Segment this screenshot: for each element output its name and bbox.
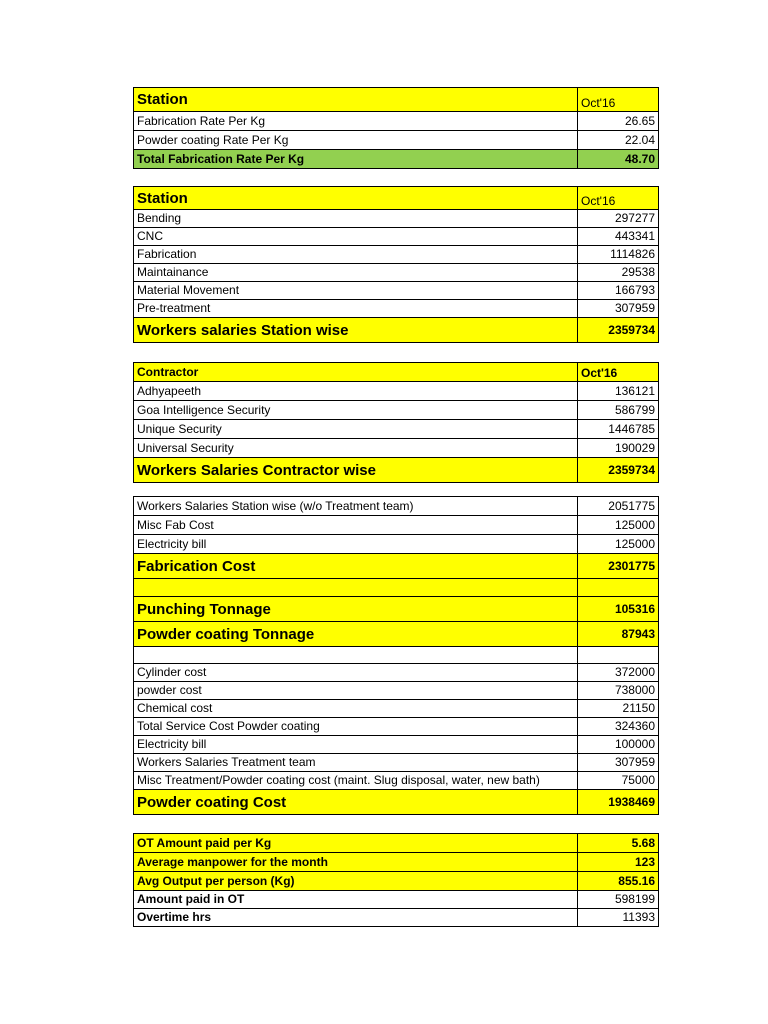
header-period: Oct'16 [578,88,659,112]
table-row [134,131,659,150]
table-row [134,834,659,853]
fabrication-cost-label: Fabrication Cost [134,554,578,579]
row-value: 297277 [578,210,659,228]
powder-cost-row [134,790,659,815]
table-row [134,736,659,754]
powder-cost-label: Powder coating Cost [134,790,578,815]
row-value: 190029 [578,439,659,458]
station-salary-table [133,186,659,343]
row-label: Amount paid in OT [134,891,578,909]
fabrication-cost-value: 2301775 [578,554,659,579]
blank-row [134,579,659,597]
powder-tonnage-value: 87943 [578,622,659,647]
row-value: 100000 [578,736,659,754]
row-label: Average manpower for the month [134,853,578,872]
row-label: Fabrication [134,246,578,264]
table-row [134,754,659,772]
row-value: 586799 [578,401,659,420]
blank-cell [578,579,659,597]
header-period: Oct'16 [578,187,659,210]
punching-tonnage-value: 105316 [578,597,659,622]
row-label: Powder coating Rate Per Kg [134,131,578,150]
table-row [134,210,659,228]
total-label: Workers Salaries Contractor wise [134,458,578,483]
total-label: Total Fabrication Rate Per Kg [134,150,578,169]
table-row [134,535,659,554]
row-label: Avg Output per person (Kg) [134,872,578,891]
row-label: Bending [134,210,578,228]
row-value: 1446785 [578,420,659,439]
total-row [134,318,659,343]
table-row [134,891,659,909]
row-label: Pre-treatment [134,300,578,318]
table-row [134,300,659,318]
fabrication-cost-row [134,554,659,579]
table-row [134,772,659,790]
row-value: 307959 [578,754,659,772]
table-row [134,264,659,282]
row-label: Workers Salaries Station wise (w/o Treatment team) [134,497,578,516]
table-row [134,112,659,131]
total-value: 2359734 [578,458,659,483]
row-value: 372000 [578,664,659,682]
cost-table [133,496,659,815]
table-row [134,382,659,401]
table-row [134,282,659,300]
row-value: 125000 [578,535,659,554]
row-label: Electricity bill [134,535,578,554]
powder-tonnage-row [134,622,659,647]
table-row [134,872,659,891]
powder-tonnage-label: Powder coating Tonnage [134,622,578,647]
row-value: 443341 [578,228,659,246]
total-row [134,458,659,483]
row-label: CNC [134,228,578,246]
row-value: 598199 [578,891,659,909]
table-row [134,497,659,516]
row-value: 855.16 [578,872,659,891]
row-value: 11393 [578,909,659,927]
table-header [134,88,659,112]
blank-cell [134,579,578,597]
row-label: Adhyapeeth [134,382,578,401]
row-label: Chemical cost [134,700,578,718]
row-label: Electricity bill [134,736,578,754]
row-label: Universal Security [134,439,578,458]
row-label: Material Movement [134,282,578,300]
table-row [134,516,659,535]
row-label: Fabrication Rate Per Kg [134,112,578,131]
row-value: 324360 [578,718,659,736]
row-value: 5.68 [578,834,659,853]
row-label: Misc Fab Cost [134,516,578,535]
row-label: Goa Intelligence Security [134,401,578,420]
table-row [134,682,659,700]
table-row [134,664,659,682]
table-row [134,420,659,439]
row-label: Maintainance [134,264,578,282]
row-value: 738000 [578,682,659,700]
total-value: 48.70 [578,150,659,169]
header-label: Station [134,187,578,210]
row-label: Misc Treatment/Powder coating cost (maint. Slug disposal, water, new bath) [134,772,578,790]
row-value: 2051775 [578,497,659,516]
row-value: 22.04 [578,131,659,150]
table-row [134,439,659,458]
table-row [134,228,659,246]
table-row [134,718,659,736]
blank-cell [578,647,659,664]
header-label: Station [134,88,578,112]
row-value: 75000 [578,772,659,790]
table-row [134,909,659,927]
row-value: 125000 [578,516,659,535]
row-label: Overtime hrs [134,909,578,927]
total-row [134,150,659,169]
total-value: 2359734 [578,318,659,343]
table-header [134,363,659,382]
table-header [134,187,659,210]
rate-table [133,87,659,169]
row-value: 26.65 [578,112,659,131]
overtime-table [133,833,659,927]
row-value: 21150 [578,700,659,718]
blank-cell [134,647,578,664]
header-label: Contractor [134,363,578,382]
table-row [134,700,659,718]
row-label: Workers Salaries Treatment team [134,754,578,772]
punching-tonnage-label: Punching Tonnage [134,597,578,622]
row-value: 307959 [578,300,659,318]
table-row [134,246,659,264]
row-value: 29538 [578,264,659,282]
row-value: 136121 [578,382,659,401]
blank-row [134,647,659,664]
punching-tonnage-row [134,597,659,622]
row-value: 123 [578,853,659,872]
table-row [134,401,659,420]
row-label: Unique Security [134,420,578,439]
row-label: Total Service Cost Powder coating [134,718,578,736]
row-label: OT Amount paid per Kg [134,834,578,853]
row-label: Cylinder cost [134,664,578,682]
table-row [134,853,659,872]
total-label: Workers salaries Station wise [134,318,578,343]
header-period: Oct'16 [578,363,659,382]
row-value: 166793 [578,282,659,300]
row-label: powder cost [134,682,578,700]
row-value: 1114826 [578,246,659,264]
contractor-salary-table [133,362,659,483]
powder-cost-value: 1938469 [578,790,659,815]
